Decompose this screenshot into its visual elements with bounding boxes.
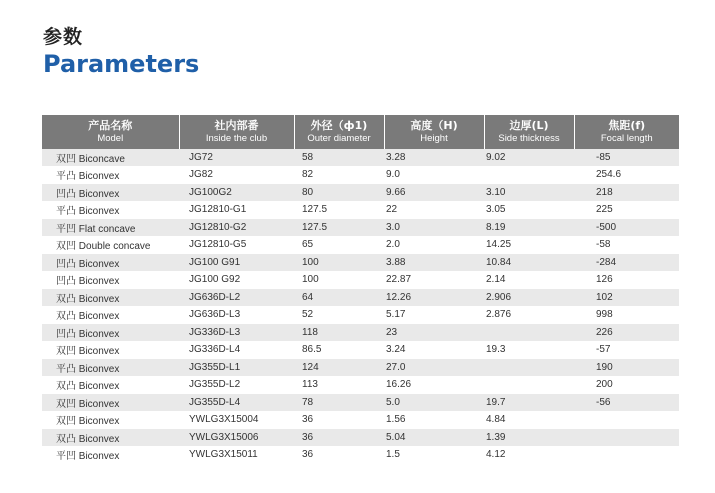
model-type-cn: 双凹 <box>56 398 76 410</box>
cell-height: 5.0 <box>384 394 484 412</box>
table-row <box>42 254 679 272</box>
model-type-cn: 凹凸 <box>56 258 76 270</box>
cell-inside-club: YWLG3X15004 <box>179 411 294 429</box>
model-type-en: Biconvex <box>78 311 120 323</box>
model-type-en: Biconvex <box>78 293 120 305</box>
cell-inside-club: JG82 <box>179 166 294 184</box>
cell-height: 23 <box>384 324 484 342</box>
cell-outer-diameter: 58 <box>294 149 384 166</box>
header-focal-length <box>574 115 679 149</box>
cell-focal-length: 226 <box>574 324 679 342</box>
header-model-cn: 产品名称 <box>88 119 133 132</box>
model-type-en: Biconvex <box>78 451 120 463</box>
cell-height: 9.66 <box>384 184 484 202</box>
cell-side-thickness <box>484 166 574 184</box>
cell-focal-length: 254.6 <box>574 166 679 184</box>
model-type-cn: 平凹 <box>56 451 76 463</box>
cell-model <box>42 446 179 464</box>
section-heading-chinese: 参数 <box>43 26 84 48</box>
model-type-cn: 双凹 <box>56 241 76 253</box>
cell-model <box>42 184 179 202</box>
cell-focal-length: 200 <box>574 376 679 394</box>
cell-model <box>42 359 179 377</box>
cell-model <box>42 236 179 254</box>
section-heading-english: Parameters <box>43 50 200 78</box>
model-type-cn: 凹凸 <box>56 328 76 340</box>
cell-inside-club: JG336D-L3 <box>179 324 294 342</box>
cell-inside-club: JG355D-L4 <box>179 394 294 412</box>
cell-inside-club: JG636D-L3 <box>179 306 294 324</box>
cell-side-thickness: 19.3 <box>484 341 574 359</box>
cell-model <box>42 201 179 219</box>
header-side-thickness <box>484 115 574 149</box>
cell-outer-diameter: 80 <box>294 184 384 202</box>
cell-side-thickness: 2.876 <box>484 306 574 324</box>
cell-height: 5.17 <box>384 306 484 324</box>
cell-model <box>42 429 179 447</box>
table-row <box>42 236 679 254</box>
table-row <box>42 324 679 342</box>
cell-height: 3.88 <box>384 254 484 272</box>
cell-side-thickness: 3.10 <box>484 184 574 202</box>
cell-focal-length <box>574 429 679 447</box>
cell-inside-club: JG636D-L2 <box>179 289 294 307</box>
cell-focal-length <box>574 446 679 464</box>
header-outer-diameter-cn: 外径（ф1) <box>310 119 368 132</box>
cell-height: 12.26 <box>384 289 484 307</box>
cell-outer-diameter: 36 <box>294 429 384 447</box>
cell-side-thickness: 14.25 <box>484 236 574 254</box>
header-focal-length-cn: 焦距(f) <box>608 119 646 132</box>
header-row <box>42 115 679 149</box>
model-type-cn: 平凸 <box>56 171 76 183</box>
table-row <box>42 166 679 184</box>
cell-height: 3.0 <box>384 219 484 237</box>
cell-model <box>42 376 179 394</box>
cell-focal-length: -284 <box>574 254 679 272</box>
model-type-cn: 平凹 <box>56 223 76 235</box>
cell-focal-length: -57 <box>574 341 679 359</box>
table-row <box>42 359 679 377</box>
cell-side-thickness: 19.7 <box>484 394 574 412</box>
cell-model <box>42 271 179 289</box>
cell-side-thickness <box>484 359 574 377</box>
cell-side-thickness: 8.19 <box>484 219 574 237</box>
cell-inside-club: JG12810-G2 <box>179 219 294 237</box>
cell-model <box>42 219 179 237</box>
cell-model <box>42 289 179 307</box>
model-type-en: Biconvex <box>78 171 120 183</box>
cell-height: 5.04 <box>384 429 484 447</box>
cell-height: 22 <box>384 201 484 219</box>
cell-outer-diameter: 82 <box>294 166 384 184</box>
model-type-en: Biconvex <box>78 346 120 358</box>
cell-outer-diameter: 127.5 <box>294 219 384 237</box>
model-type-cn: 双凹 <box>56 153 76 165</box>
cell-focal-length: 218 <box>574 184 679 202</box>
cell-inside-club: JG100 G92 <box>179 271 294 289</box>
table-row <box>42 341 679 359</box>
cell-height: 1.5 <box>384 446 484 464</box>
header-outer-diameter <box>294 115 384 149</box>
cell-inside-club: JG72 <box>179 149 294 166</box>
cell-height: 27.0 <box>384 359 484 377</box>
cell-outer-diameter: 36 <box>294 411 384 429</box>
header-inside-club-cn: 社内部番 <box>214 119 259 132</box>
cell-inside-club: JG12810-G1 <box>179 201 294 219</box>
table-body <box>42 149 679 464</box>
model-type-cn: 凹凸 <box>56 188 76 200</box>
cell-side-thickness: 2.14 <box>484 271 574 289</box>
cell-outer-diameter: 113 <box>294 376 384 394</box>
header-outer-diameter-en: Outer diameter <box>307 133 371 144</box>
model-type-cn: 双凹 <box>56 416 76 428</box>
header-inside-club <box>179 115 294 149</box>
cell-inside-club: YWLG3X15006 <box>179 429 294 447</box>
cell-focal-length: 126 <box>574 271 679 289</box>
cell-side-thickness: 10.84 <box>484 254 574 272</box>
cell-focal-length: -58 <box>574 236 679 254</box>
cell-focal-length: -500 <box>574 219 679 237</box>
cell-inside-club: JG355D-L1 <box>179 359 294 377</box>
table-row <box>42 376 679 394</box>
cell-outer-diameter: 118 <box>294 324 384 342</box>
model-type-en: Biconvex <box>78 416 120 428</box>
cell-inside-club: JG12810-G5 <box>179 236 294 254</box>
cell-model <box>42 324 179 342</box>
header-model-en: Model <box>97 133 124 144</box>
table-row <box>42 271 679 289</box>
header-model <box>42 115 179 149</box>
header-height <box>384 115 484 149</box>
cell-outer-diameter: 100 <box>294 254 384 272</box>
cell-side-thickness <box>484 324 574 342</box>
cell-height: 22.87 <box>384 271 484 289</box>
cell-inside-club: JG355D-L2 <box>179 376 294 394</box>
cell-side-thickness: 1.39 <box>484 429 574 447</box>
cell-outer-diameter: 100 <box>294 271 384 289</box>
cell-focal-length: 190 <box>574 359 679 377</box>
model-type-en: Biconvex <box>78 363 120 375</box>
cell-model <box>42 394 179 412</box>
model-type-en: Biconvex <box>78 188 120 200</box>
header-height-en: Height <box>420 133 448 144</box>
model-type-cn: 双凹 <box>56 346 76 358</box>
cell-outer-diameter: 78 <box>294 394 384 412</box>
model-type-en: Double concave <box>78 241 151 253</box>
model-type-en: Biconvex <box>78 206 120 218</box>
cell-height: 1.56 <box>384 411 484 429</box>
cell-outer-diameter: 52 <box>294 306 384 324</box>
model-type-en: Flat concave <box>78 223 136 235</box>
cell-outer-diameter: 124 <box>294 359 384 377</box>
model-type-cn: 双凸 <box>56 293 76 305</box>
cell-inside-club: JG100 G91 <box>179 254 294 272</box>
cell-model <box>42 306 179 324</box>
cell-model <box>42 411 179 429</box>
model-type-en: Biconvex <box>78 258 120 270</box>
model-type-en: Biconvex <box>78 381 120 393</box>
header-side-thickness-cn: 边厚(L) <box>509 119 549 132</box>
table-row <box>42 219 679 237</box>
cell-focal-length: -56 <box>574 394 679 412</box>
table-header <box>42 115 679 149</box>
model-type-cn: 双凸 <box>56 433 76 445</box>
table-row <box>42 306 679 324</box>
header-focal-length-en: Focal length <box>600 133 653 144</box>
table-row <box>42 184 679 202</box>
cell-focal-length: 102 <box>574 289 679 307</box>
table-row <box>42 394 679 412</box>
cell-height: 9.0 <box>384 166 484 184</box>
parameters-table <box>42 115 679 464</box>
cell-outer-diameter: 127.5 <box>294 201 384 219</box>
table-row <box>42 289 679 307</box>
cell-focal-length: -85 <box>574 149 679 166</box>
cell-inside-club: YWLG3X15011 <box>179 446 294 464</box>
header-height-cn: 高度（H) <box>410 119 458 132</box>
table-row <box>42 446 679 464</box>
cell-height: 2.0 <box>384 236 484 254</box>
cell-side-thickness: 4.12 <box>484 446 574 464</box>
model-type-en: Biconvex <box>78 328 120 340</box>
cell-outer-diameter: 64 <box>294 289 384 307</box>
table-row <box>42 429 679 447</box>
cell-focal-length <box>574 411 679 429</box>
cell-side-thickness: 2.906 <box>484 289 574 307</box>
table-row <box>42 411 679 429</box>
model-type-cn: 双凸 <box>56 311 76 323</box>
model-type-en: Biconvex <box>78 276 120 288</box>
cell-side-thickness: 3.05 <box>484 201 574 219</box>
model-type-cn: 凹凸 <box>56 276 76 288</box>
cell-side-thickness: 9.02 <box>484 149 574 166</box>
cell-height: 3.24 <box>384 341 484 359</box>
cell-outer-diameter: 86.5 <box>294 341 384 359</box>
model-type-cn: 平凸 <box>56 206 76 218</box>
table-row <box>42 149 679 166</box>
cell-inside-club: JG100G2 <box>179 184 294 202</box>
cell-height: 16.26 <box>384 376 484 394</box>
model-type-cn: 平凸 <box>56 363 76 375</box>
header-side-thickness-en: Side thickness <box>498 133 560 144</box>
cell-focal-length: 998 <box>574 306 679 324</box>
table-row <box>42 201 679 219</box>
model-type-en: Biconcave <box>78 153 125 165</box>
cell-focal-length: 225 <box>574 201 679 219</box>
header-inside-club-en: Inside the club <box>205 133 268 144</box>
model-type-en: Biconvex <box>78 433 120 445</box>
cell-model <box>42 149 179 166</box>
cell-side-thickness: 4.84 <box>484 411 574 429</box>
model-type-en: Biconvex <box>78 398 120 410</box>
cell-model <box>42 166 179 184</box>
cell-model <box>42 341 179 359</box>
cell-outer-diameter: 65 <box>294 236 384 254</box>
cell-height: 3.28 <box>384 149 484 166</box>
cell-side-thickness <box>484 376 574 394</box>
cell-inside-club: JG336D-L4 <box>179 341 294 359</box>
cell-outer-diameter: 36 <box>294 446 384 464</box>
cell-model <box>42 254 179 272</box>
model-type-cn: 双凸 <box>56 381 76 393</box>
